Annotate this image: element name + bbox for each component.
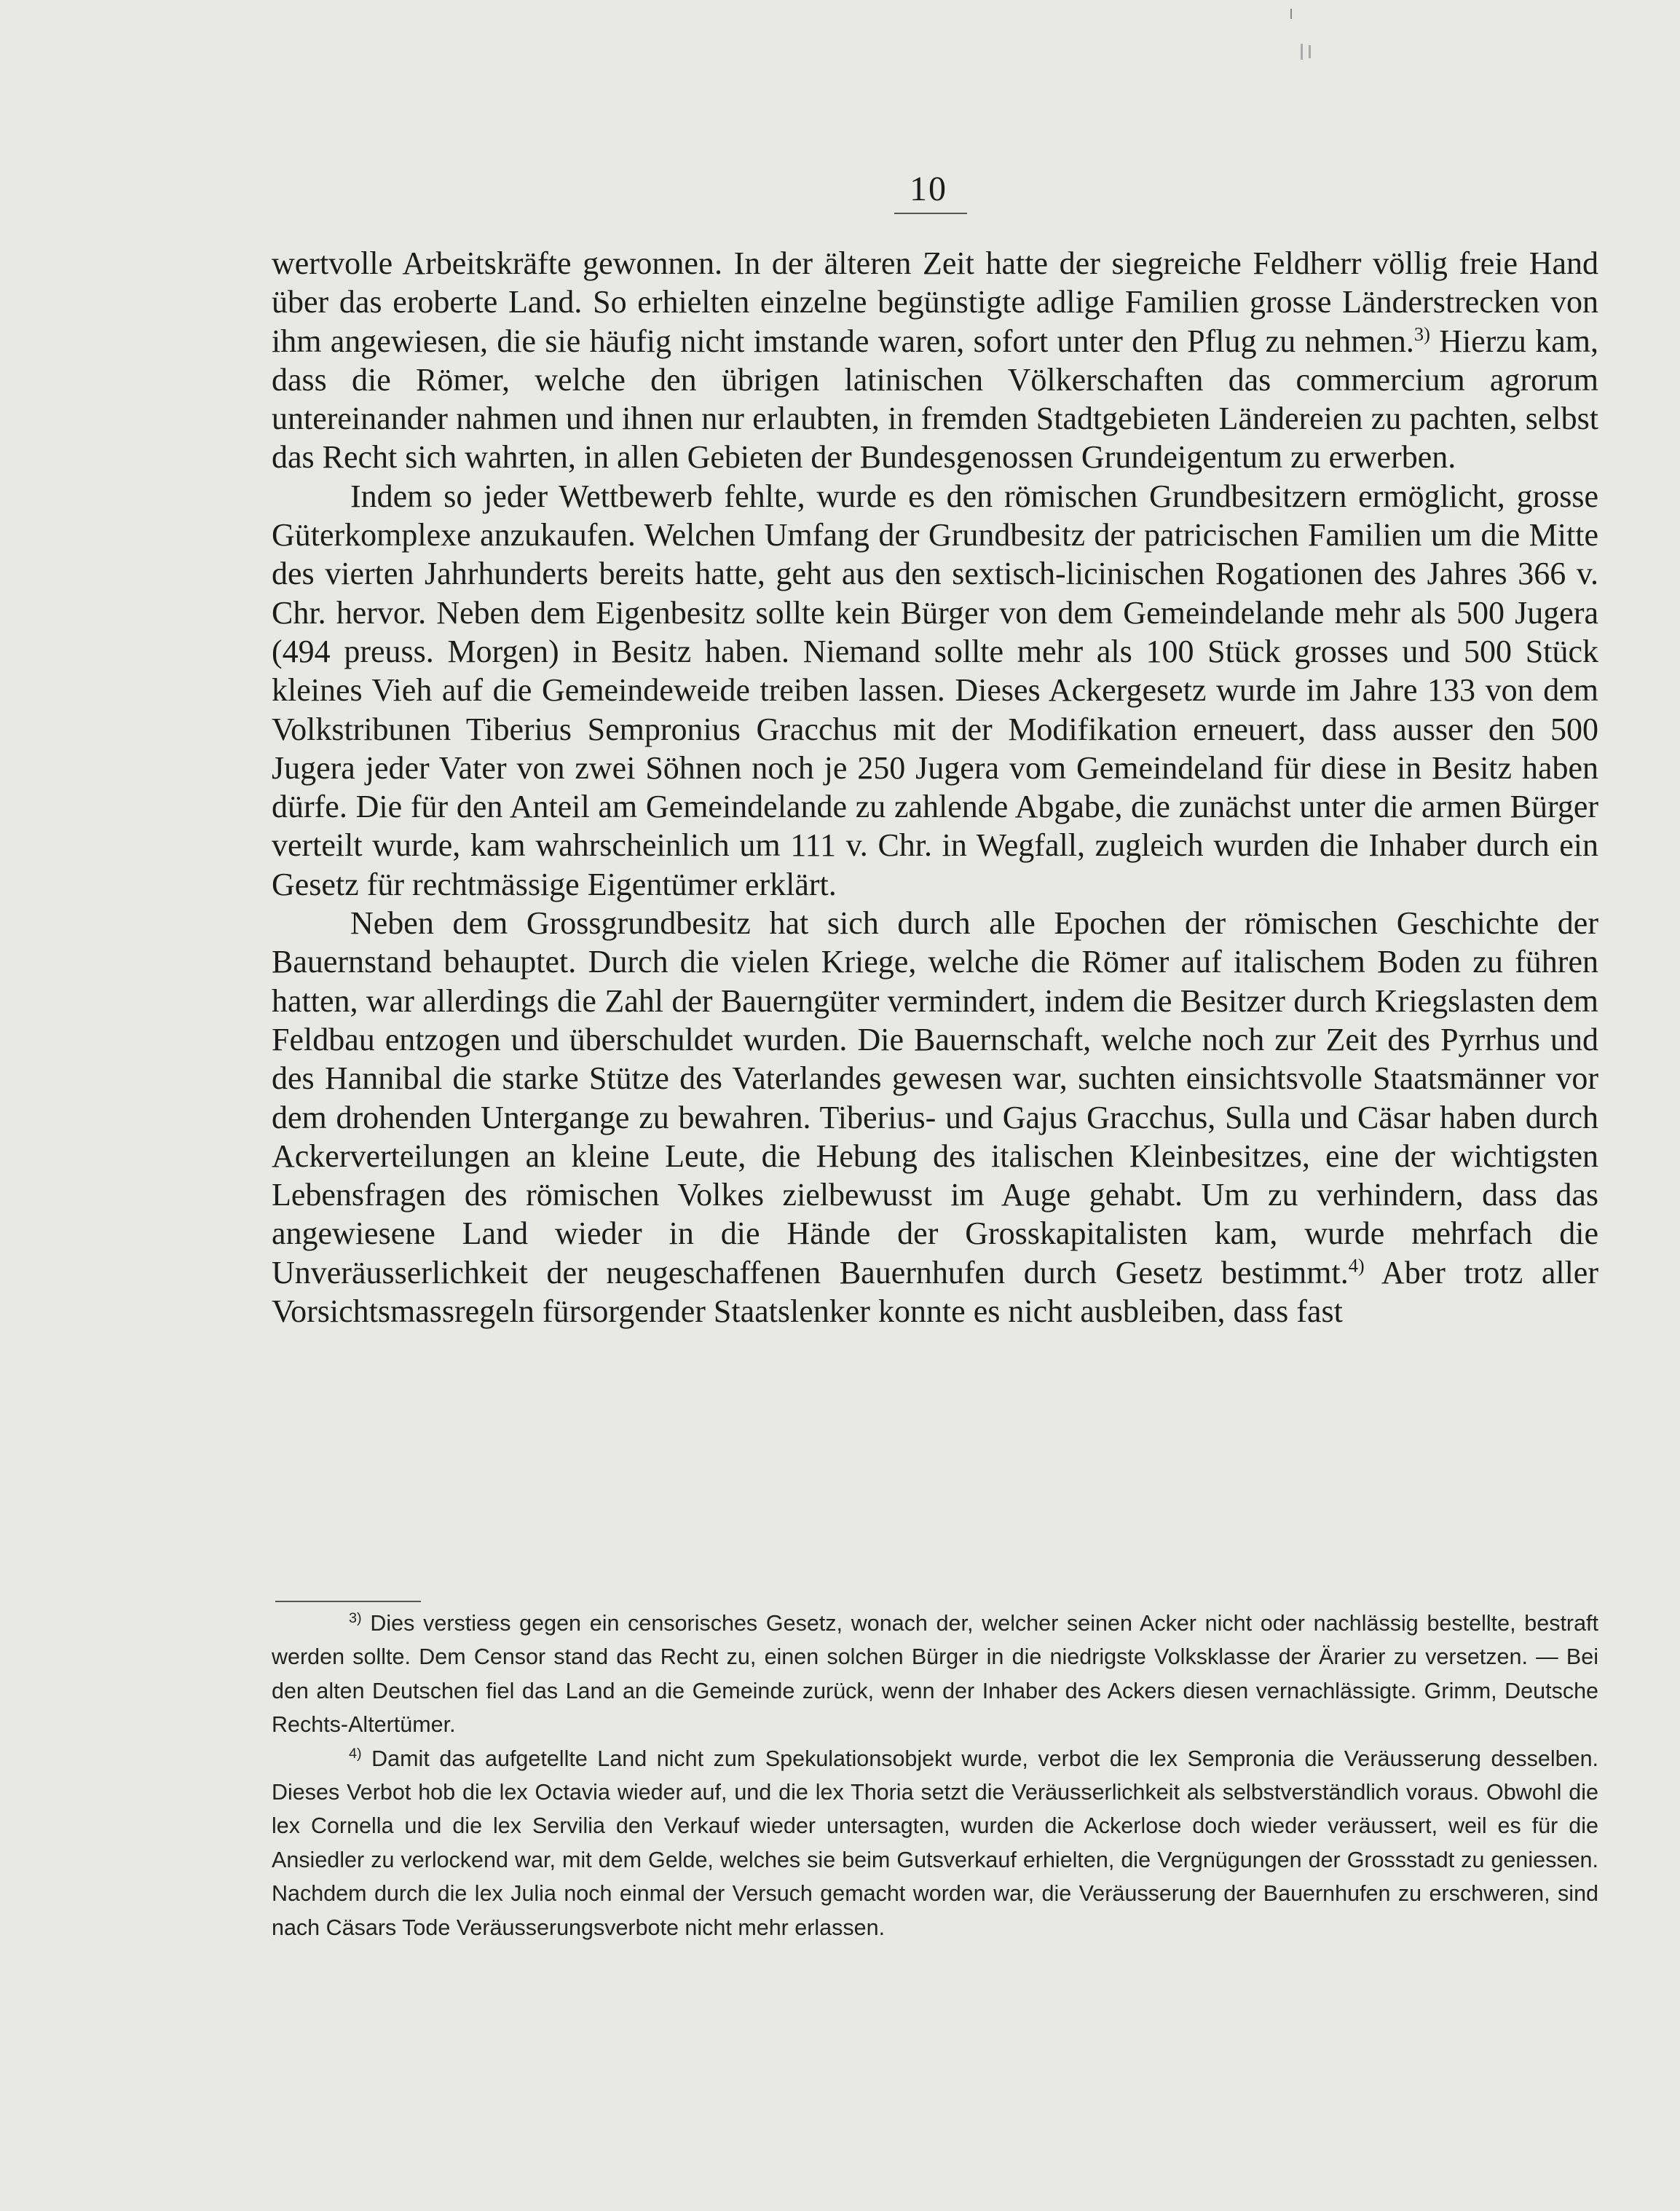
footnote-text: Dies verstiess gegen ein censorisches Gesetz, wonach der, welcher seinen Acker nicht oder nachlässig bestellte, bestraft werden sollte. Dem Censor stand das Recht zu, einen solchen Bürger in die niedrigste Volksklasse der Ärarier zu versetzen. — Bei den alten Deutschen fiel das Land an die Gemeinde zurück, wenn der Inhaber des Ackers diesen vernachlässigte. Grimm, Deutsche Rechts-Altertümer. — [272, 1611, 1598, 1738]
scan-mark — [1301, 44, 1303, 60]
paragraph-text: Neben dem Grossgrundbesitz hat sich durch alle Epochen der römischen Geschichte der Bauernstand behauptet. Durch die vielen Kriege, welche die Römer auf italischem Boden zu führen hatten, war allerdings die Zahl der Bauerngüter vermindert, indem die Besitzer durch Kriegslasten dem Feldbau entzogen und überschuldet wurden. Die Bauernschaft, welche noch zur Zeit des Pyrrhus und des Hannibal die starke Stütze des Vaterlandes gewesen war, suchten einsichtsvolle Staatsmänner vor dem drohenden Untergange zu bewahren. Tiberius- und Gajus Gracchus, Sulla und Cäsar haben durch Ackerverteilungen an kleine Leute, die Hebung des italischen Kleinbesitzes, eine der wichtigsten Lebensfragen des römischen Volkes zielbewusst im Auge gehabt. Um zu verhindern, dass das angewiesene Land wieder in die Hände der Grosskapitalisten kam, wurde mehrfach die Unveräusserlichkeit der neugeschaffenen Bauernhufen durch Gesetz bestimmt. — [272, 905, 1598, 1290]
paragraph-text: Hierzu kam, dass die Römer, welche den übrigen latinischen Völkerschaften das commercium agrorum untereinander nahmen und ihnen nur erlaubten, in fremden Stadtgebieten Ländereien zu pachten, selbst das Recht sich wahrten, in allen Gebieten der Bundesgenossen Grundeigentum zu erwerben. — [272, 323, 1599, 476]
footnote — [272, 1742, 1598, 1944]
scan-mark — [1309, 45, 1311, 58]
footnote-mark: 3) — [349, 1609, 362, 1626]
footnote-rule — [275, 1601, 421, 1602]
footnotes — [272, 1607, 1598, 1944]
footnote-text: Damit das aufgetellte Land nicht zum Spekulationsobjekt wurde, verbot die lex Sempronia die Veräusserung desselben. Dieses Verbot hob die lex Octavia wieder auf, und die lex Thoria setzt die Veräusserlichkeit als selbstverständlich voraus. Obwohl die lex Cornella und die lex Servilia den Verkauf wieder untersagten, wurden die Ackerlose doch wieder veräussert, weil es für die Ansiedler zu verlockend war, mit dem Gelde, welches sie beim Gutsverkauf erhielten, die Vergnügungen der Grossstadt zu geniessen. Nachdem durch die lex Julia noch einmal der Versuch gemacht worden war, die Veräusserung der Bauernhufen zu erschweren, sind nach Cäsars Tode Veräusserungsverbote nicht mehr erlassen. — [272, 1746, 1598, 1940]
body-paragraph — [272, 904, 1598, 1331]
paragraph-text: Indem so jeder Wettbewerb fehlte, wurde es den römischen Grundbesitzern ermöglicht, grosse Güterkomplexe anzukaufen. Welchen Umfang der Grundbesitz der patricischen Familien um die Mitte des vierten Jahrhunderts bereits hatte, geht aus den sextisch-licinischen Rogationen des Jahres 366 v. Chr. hervor. Neben dem Eigenbesitz sollte kein Bürger von dem Gemeindelande mehr als 500 Jugera (494 preuss. Morgen) in Besitz haben. Niemand sollte mehr als 100 Stück grosses und 500 Stück kleines Vieh auf die Gemeindeweide treiben lassen. Dieses Ackergesetz wurde im Jahre 133 von dem Volkstribunen Tiberius Sempronius Gracchus mit der Modifikation erneuert, dass ausser den 500 Jugera jeder Vater von zwei Söhnen noch je 250 Jugera vom Gemeindeland für diese in Besitz haben dürfe. Die für den Anteil am Gemeindelande zu zahlende Abgabe, die zunächst unter die armen Bürger verteilt wurde, kam wahrscheinlich um 111 v. Chr. in Wegfall, zugleich wurden die Inhaber durch ein Gesetz für rechtmässige Eigentümer erklärt. — [272, 478, 1598, 902]
footnote-mark: 4) — [349, 1745, 362, 1762]
body-paragraph — [272, 477, 1598, 904]
page-number: 10 — [910, 170, 947, 208]
body-paragraph — [272, 244, 1598, 477]
scan-mark — [1290, 9, 1292, 19]
paragraph-text: Aber trotz aller Vorsichtsmassregeln fürsorgender Staatslenker konnte es nicht ausbleiben, dass fast — [272, 1254, 1598, 1330]
paragraph-text: wertvolle Arbeitskräfte gewonnen. In der älteren Zeit hatte der siegreiche Feldherr völlig freie Hand über das eroberte Land. So erhielten einzelne begünstigte adlige Familien grosse Länderstrecken von ihm angewiesen, die sie häufig nicht imstande waren, sofort unter den Pflug zu nehmen. — [272, 245, 1598, 359]
footnote — [272, 1607, 1598, 1742]
body-text — [272, 244, 1598, 1331]
footnote-reference: 4) — [1348, 1254, 1365, 1277]
footnote-reference: 3) — [1413, 322, 1430, 344]
page-number-rule — [894, 213, 967, 214]
